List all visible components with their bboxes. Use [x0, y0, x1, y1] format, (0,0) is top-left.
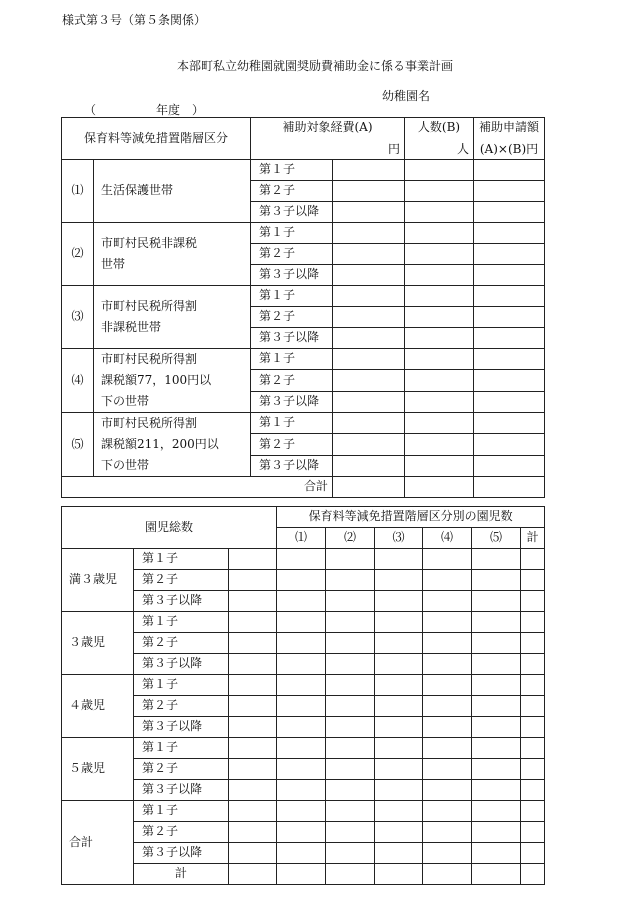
breakdown-cell[interactable] [326, 633, 375, 654]
total-expense-cell[interactable] [333, 477, 405, 498]
child-order-label: 第３子以降 [251, 202, 333, 223]
child-order-label: 第１子 [134, 612, 229, 633]
breakdown-cell[interactable] [472, 759, 521, 780]
table-row [62, 286, 545, 307]
table-header-row [62, 118, 545, 160]
breakdown-cell[interactable] [326, 591, 375, 612]
table-row [62, 675, 545, 696]
breakdown-cell[interactable] [423, 633, 472, 654]
header-expense-unit: 円 [388, 142, 401, 157]
breakdown-cell[interactable] [423, 570, 472, 591]
category-name [94, 413, 251, 477]
header-amount-formula: (A)×(B)円 [479, 142, 539, 157]
breakdown-cell[interactable] [521, 675, 545, 696]
age-group-label: ３歳児 [62, 612, 134, 675]
children-count-table [61, 506, 545, 885]
age-group-label: 満３歳児 [62, 549, 134, 612]
total-children-cell[interactable] [229, 822, 277, 843]
total-children-cell[interactable] [229, 801, 277, 822]
total-children-cell[interactable] [229, 633, 277, 654]
child-order-label: 第１子 [251, 160, 333, 181]
total-amount-cell[interactable] [474, 477, 545, 498]
child-order-label: 第２子 [134, 696, 229, 717]
amount-cell[interactable] [474, 413, 545, 434]
breakdown-cell[interactable] [375, 864, 423, 885]
child-order-label: 第１子 [134, 801, 229, 822]
child-order-label: 第１子 [134, 549, 229, 570]
persons-cell[interactable] [405, 349, 474, 370]
child-order-label: 第３子以降 [251, 328, 333, 349]
category-name-line: 市町村民税所得割 [101, 299, 198, 313]
breakdown-cell[interactable] [375, 780, 423, 801]
breakdown-cell[interactable] [375, 696, 423, 717]
table-row [62, 696, 545, 717]
breakdown-cell[interactable] [375, 717, 423, 738]
breakdown-cell[interactable] [277, 801, 326, 822]
amount-cell[interactable] [474, 328, 545, 349]
breakdown-column-header: 計 [521, 528, 545, 549]
amount-cell[interactable] [474, 434, 545, 455]
amount-cell[interactable] [474, 391, 545, 412]
breakdown-cell[interactable] [326, 801, 375, 822]
child-order-label: 第３子以降 [134, 780, 229, 801]
persons-cell[interactable] [405, 286, 474, 307]
category-name-line: 世帯 [101, 257, 126, 271]
breakdown-cell[interactable] [277, 843, 326, 864]
breakdown-cell[interactable] [326, 738, 375, 759]
breakdown-cell[interactable] [472, 570, 521, 591]
breakdown-cell[interactable] [472, 780, 521, 801]
child-order-label: 第２子 [251, 244, 333, 265]
total-children-cell[interactable] [229, 549, 277, 570]
breakdown-cell[interactable] [423, 801, 472, 822]
expense-cell[interactable] [333, 244, 405, 265]
breakdown-cell[interactable] [521, 780, 545, 801]
breakdown-cell[interactable] [521, 717, 545, 738]
breakdown-cell[interactable] [375, 654, 423, 675]
breakdown-cell[interactable] [277, 591, 326, 612]
amount-cell[interactable] [474, 160, 545, 181]
breakdown-cell[interactable] [277, 738, 326, 759]
breakdown-cell[interactable] [472, 612, 521, 633]
breakdown-cell[interactable] [375, 549, 423, 570]
kindergarten-name-label: 幼稚園名 [382, 89, 431, 103]
header-expense [251, 118, 405, 160]
breakdown-cell[interactable] [326, 717, 375, 738]
breakdown-cell[interactable] [375, 675, 423, 696]
breakdown-cell[interactable] [423, 549, 472, 570]
persons-cell[interactable] [405, 202, 474, 223]
breakdown-cell[interactable] [375, 738, 423, 759]
age-group-label: 合計 [62, 801, 134, 885]
breakdown-cell[interactable] [277, 654, 326, 675]
breakdown-cell[interactable] [521, 759, 545, 780]
child-order-label: 第２子 [134, 570, 229, 591]
breakdown-cell[interactable] [521, 801, 545, 822]
expense-cell[interactable] [333, 265, 405, 286]
breakdown-cell[interactable] [521, 591, 545, 612]
category-number: ⑵ [62, 223, 94, 286]
breakdown-cell[interactable] [277, 780, 326, 801]
header-amount [474, 118, 545, 160]
expense-cell[interactable] [333, 160, 405, 181]
child-order-label: 第１子 [251, 286, 333, 307]
breakdown-cell[interactable] [423, 759, 472, 780]
breakdown-cell[interactable] [521, 822, 545, 843]
child-order-label: 第２子 [134, 633, 229, 654]
breakdown-column-header: ⑷ [423, 528, 472, 549]
breakdown-cell[interactable] [277, 822, 326, 843]
age-group-label: ４歳児 [62, 675, 134, 738]
breakdown-cell[interactable] [277, 633, 326, 654]
breakdown-column-header: ⑸ [472, 528, 521, 549]
breakdown-cell[interactable] [472, 801, 521, 822]
table-row [62, 160, 545, 181]
breakdown-cell[interactable] [326, 675, 375, 696]
child-order-label: 第１子 [251, 349, 333, 370]
header-expense-label: 補助対象経費(A) [282, 120, 373, 134]
table-row [62, 549, 545, 570]
form-number: 様式第３号（第５条関係） [62, 13, 207, 27]
breakdown-cell[interactable] [521, 633, 545, 654]
child-order-label: 第２子 [251, 370, 333, 391]
total-children-cell[interactable] [229, 612, 277, 633]
total-children-cell[interactable] [229, 570, 277, 591]
header-amount-label: 補助申請額 [479, 120, 540, 134]
child-order-label: 第３子以降 [134, 591, 229, 612]
category-name-line: 市町村民税所得割 [101, 352, 198, 366]
table-row [62, 612, 545, 633]
category-name [94, 349, 251, 413]
breakdown-cell[interactable] [375, 591, 423, 612]
breakdown-cell[interactable] [326, 612, 375, 633]
breakdown-cell[interactable] [326, 864, 375, 885]
category-name [94, 160, 251, 223]
breakdown-cell[interactable] [423, 696, 472, 717]
child-order-label: 第２子 [251, 181, 333, 202]
breakdown-cell[interactable] [472, 654, 521, 675]
amount-cell[interactable] [474, 265, 545, 286]
child-order-label: 第３子以降 [251, 391, 333, 412]
breakdown-cell[interactable] [521, 843, 545, 864]
breakdown-cell[interactable] [521, 654, 545, 675]
breakdown-cell[interactable] [277, 864, 326, 885]
breakdown-column-header: ⑶ [375, 528, 423, 549]
total-row [62, 477, 545, 498]
child-order-label: 第３子以降 [251, 455, 333, 476]
amount-cell[interactable] [474, 349, 545, 370]
persons-cell[interactable] [405, 391, 474, 412]
table-row [62, 843, 545, 864]
amount-cell[interactable] [474, 202, 545, 223]
category-number: ⑷ [62, 349, 94, 413]
breakdown-cell[interactable] [521, 696, 545, 717]
child-order-label: 第３子以降 [251, 265, 333, 286]
breakdown-cell[interactable] [521, 612, 545, 633]
total-label: 合計 [62, 477, 333, 498]
child-order-label: 第２子 [134, 822, 229, 843]
category-name-line: 市町村民税非課税 [101, 236, 198, 250]
table-row [62, 633, 545, 654]
expense-cell[interactable] [333, 328, 405, 349]
persons-cell[interactable] [405, 455, 474, 476]
breakdown-cell[interactable] [326, 654, 375, 675]
amount-cell[interactable] [474, 223, 545, 244]
expense-cell[interactable] [333, 223, 405, 244]
category-number: ⑴ [62, 160, 94, 223]
expense-cell[interactable] [333, 370, 405, 391]
sum-label: 計 [134, 864, 229, 885]
breakdown-cell[interactable] [277, 612, 326, 633]
table-row [62, 349, 545, 370]
breakdown-cell[interactable] [423, 780, 472, 801]
breakdown-cell[interactable] [375, 822, 423, 843]
child-order-label: 第３子以降 [134, 717, 229, 738]
persons-cell[interactable] [405, 328, 474, 349]
total-children-cell[interactable] [229, 696, 277, 717]
expense-cell[interactable] [333, 455, 405, 476]
subsidy-plan-table [61, 117, 545, 498]
breakdown-cell[interactable] [521, 549, 545, 570]
total-children-cell[interactable] [229, 780, 277, 801]
breakdown-cell[interactable] [326, 696, 375, 717]
child-order-label: 第２子 [251, 307, 333, 328]
breakdown-cell[interactable] [521, 864, 545, 885]
fiscal-year-open: （ [84, 103, 97, 117]
child-order-label: 第１子 [251, 223, 333, 244]
persons-cell[interactable] [405, 307, 474, 328]
persons-cell[interactable] [405, 413, 474, 434]
table-row [62, 822, 545, 843]
persons-cell[interactable] [405, 434, 474, 455]
breakdown-cell[interactable] [423, 675, 472, 696]
breakdown-cell[interactable] [277, 717, 326, 738]
header-persons-unit: 人 [457, 142, 470, 157]
expense-cell[interactable] [333, 202, 405, 223]
amount-cell[interactable] [474, 244, 545, 265]
table-row [62, 413, 545, 434]
breakdown-cell[interactable] [472, 549, 521, 570]
total-children-cell[interactable] [229, 591, 277, 612]
amount-cell[interactable] [474, 286, 545, 307]
breakdown-cell[interactable] [472, 717, 521, 738]
table-row [62, 780, 545, 801]
table-row [62, 717, 545, 738]
category-number: ⑶ [62, 286, 94, 349]
total-children-cell[interactable] [229, 843, 277, 864]
category-name-line: 課税額77，100円以 [101, 373, 212, 387]
breakdown-cell[interactable] [277, 759, 326, 780]
breakdown-cell[interactable] [326, 780, 375, 801]
child-order-label: 第３子以降 [134, 843, 229, 864]
breakdown-column-header: ⑴ [277, 528, 326, 549]
breakdown-cell[interactable] [423, 822, 472, 843]
header-persons [405, 118, 474, 160]
expense-cell[interactable] [333, 434, 405, 455]
category-name-line: 生活保護世帯 [101, 183, 174, 198]
total-children-cell[interactable] [229, 717, 277, 738]
breakdown-cell[interactable] [472, 738, 521, 759]
breakdown-cell[interactable] [472, 633, 521, 654]
breakdown-cell[interactable] [326, 822, 375, 843]
breakdown-cell[interactable] [375, 612, 423, 633]
expense-cell[interactable] [333, 391, 405, 412]
persons-cell[interactable] [405, 370, 474, 391]
amount-cell[interactable] [474, 307, 545, 328]
breakdown-cell[interactable] [375, 759, 423, 780]
child-order-label: 第１子 [251, 413, 333, 434]
header-total-children: 園児総数 [62, 507, 277, 549]
table-row [62, 223, 545, 244]
child-order-label: 第３子以降 [134, 654, 229, 675]
total-persons-cell[interactable] [405, 477, 474, 498]
category-name [94, 223, 251, 286]
amount-cell[interactable] [474, 181, 545, 202]
total-children-cell[interactable] [229, 759, 277, 780]
breakdown-cell[interactable] [472, 591, 521, 612]
expense-cell[interactable] [333, 307, 405, 328]
breakdown-cell[interactable] [326, 570, 375, 591]
total-children-cell[interactable] [229, 864, 277, 885]
breakdown-cell[interactable] [423, 738, 472, 759]
breakdown-cell[interactable] [277, 570, 326, 591]
fiscal-year-label: 年度 ） [156, 103, 205, 117]
breakdown-cell[interactable] [375, 801, 423, 822]
header-persons-label: 人数(B) [417, 120, 461, 134]
breakdown-cell[interactable] [326, 759, 375, 780]
category-name-line: 非課税世帯 [101, 320, 162, 334]
table-row [62, 570, 545, 591]
breakdown-cell[interactable] [423, 717, 472, 738]
breakdown-cell[interactable] [472, 675, 521, 696]
total-children-cell[interactable] [229, 675, 277, 696]
child-order-label: 第１子 [134, 738, 229, 759]
table-row [62, 591, 545, 612]
table-header-row [62, 507, 545, 528]
breakdown-cell[interactable] [375, 843, 423, 864]
child-order-label: 第２子 [251, 434, 333, 455]
persons-cell[interactable] [405, 181, 474, 202]
breakdown-cell[interactable] [423, 843, 472, 864]
child-order-label: 第１子 [134, 675, 229, 696]
breakdown-cell[interactable] [423, 864, 472, 885]
breakdown-cell[interactable] [326, 549, 375, 570]
breakdown-cell[interactable] [326, 843, 375, 864]
breakdown-cell[interactable] [277, 549, 326, 570]
breakdown-cell[interactable] [521, 570, 545, 591]
total-children-cell[interactable] [229, 654, 277, 675]
category-name-line: 市町村民税所得割 [101, 416, 198, 430]
breakdown-cell[interactable] [375, 633, 423, 654]
persons-cell[interactable] [405, 244, 474, 265]
amount-cell[interactable] [474, 455, 545, 476]
amount-cell[interactable] [474, 370, 545, 391]
total-children-cell[interactable] [229, 738, 277, 759]
breakdown-cell[interactable] [472, 864, 521, 885]
category-number: ⑸ [62, 413, 94, 477]
expense-cell[interactable] [333, 349, 405, 370]
breakdown-cell[interactable] [423, 612, 472, 633]
persons-cell[interactable] [405, 223, 474, 244]
category-name-line: 課税額211，200円以 [101, 437, 219, 451]
breakdown-cell[interactable] [423, 654, 472, 675]
category-name-line: 下の世帯 [101, 394, 150, 408]
table-row [62, 654, 545, 675]
breakdown-cell[interactable] [521, 738, 545, 759]
breakdown-column-header: ⑵ [326, 528, 375, 549]
expense-cell[interactable] [333, 286, 405, 307]
breakdown-cell[interactable] [375, 570, 423, 591]
persons-cell[interactable] [405, 160, 474, 181]
header-breakdown: 保育料等減免措置階層区分別の園児数 [277, 507, 545, 528]
breakdown-cell[interactable] [472, 822, 521, 843]
header-category: 保育料等減免措置階層区分 [62, 118, 251, 160]
category-name [94, 286, 251, 349]
breakdown-cell[interactable] [277, 675, 326, 696]
persons-cell[interactable] [405, 265, 474, 286]
breakdown-cell[interactable] [472, 696, 521, 717]
breakdown-cell[interactable] [277, 696, 326, 717]
table-row [62, 738, 545, 759]
category-name-line: 下の世帯 [101, 458, 150, 472]
breakdown-cell[interactable] [423, 591, 472, 612]
table-row [62, 864, 545, 885]
child-order-label: 第２子 [134, 759, 229, 780]
table-row [62, 759, 545, 780]
breakdown-cell[interactable] [472, 843, 521, 864]
expense-cell[interactable] [333, 181, 405, 202]
age-group-label: ５歳児 [62, 738, 134, 801]
document-title: 本部町私立幼稚園就園奨励費補助金に係る事業計画 [176, 59, 453, 73]
table-row [62, 801, 545, 822]
expense-cell[interactable] [333, 413, 405, 434]
